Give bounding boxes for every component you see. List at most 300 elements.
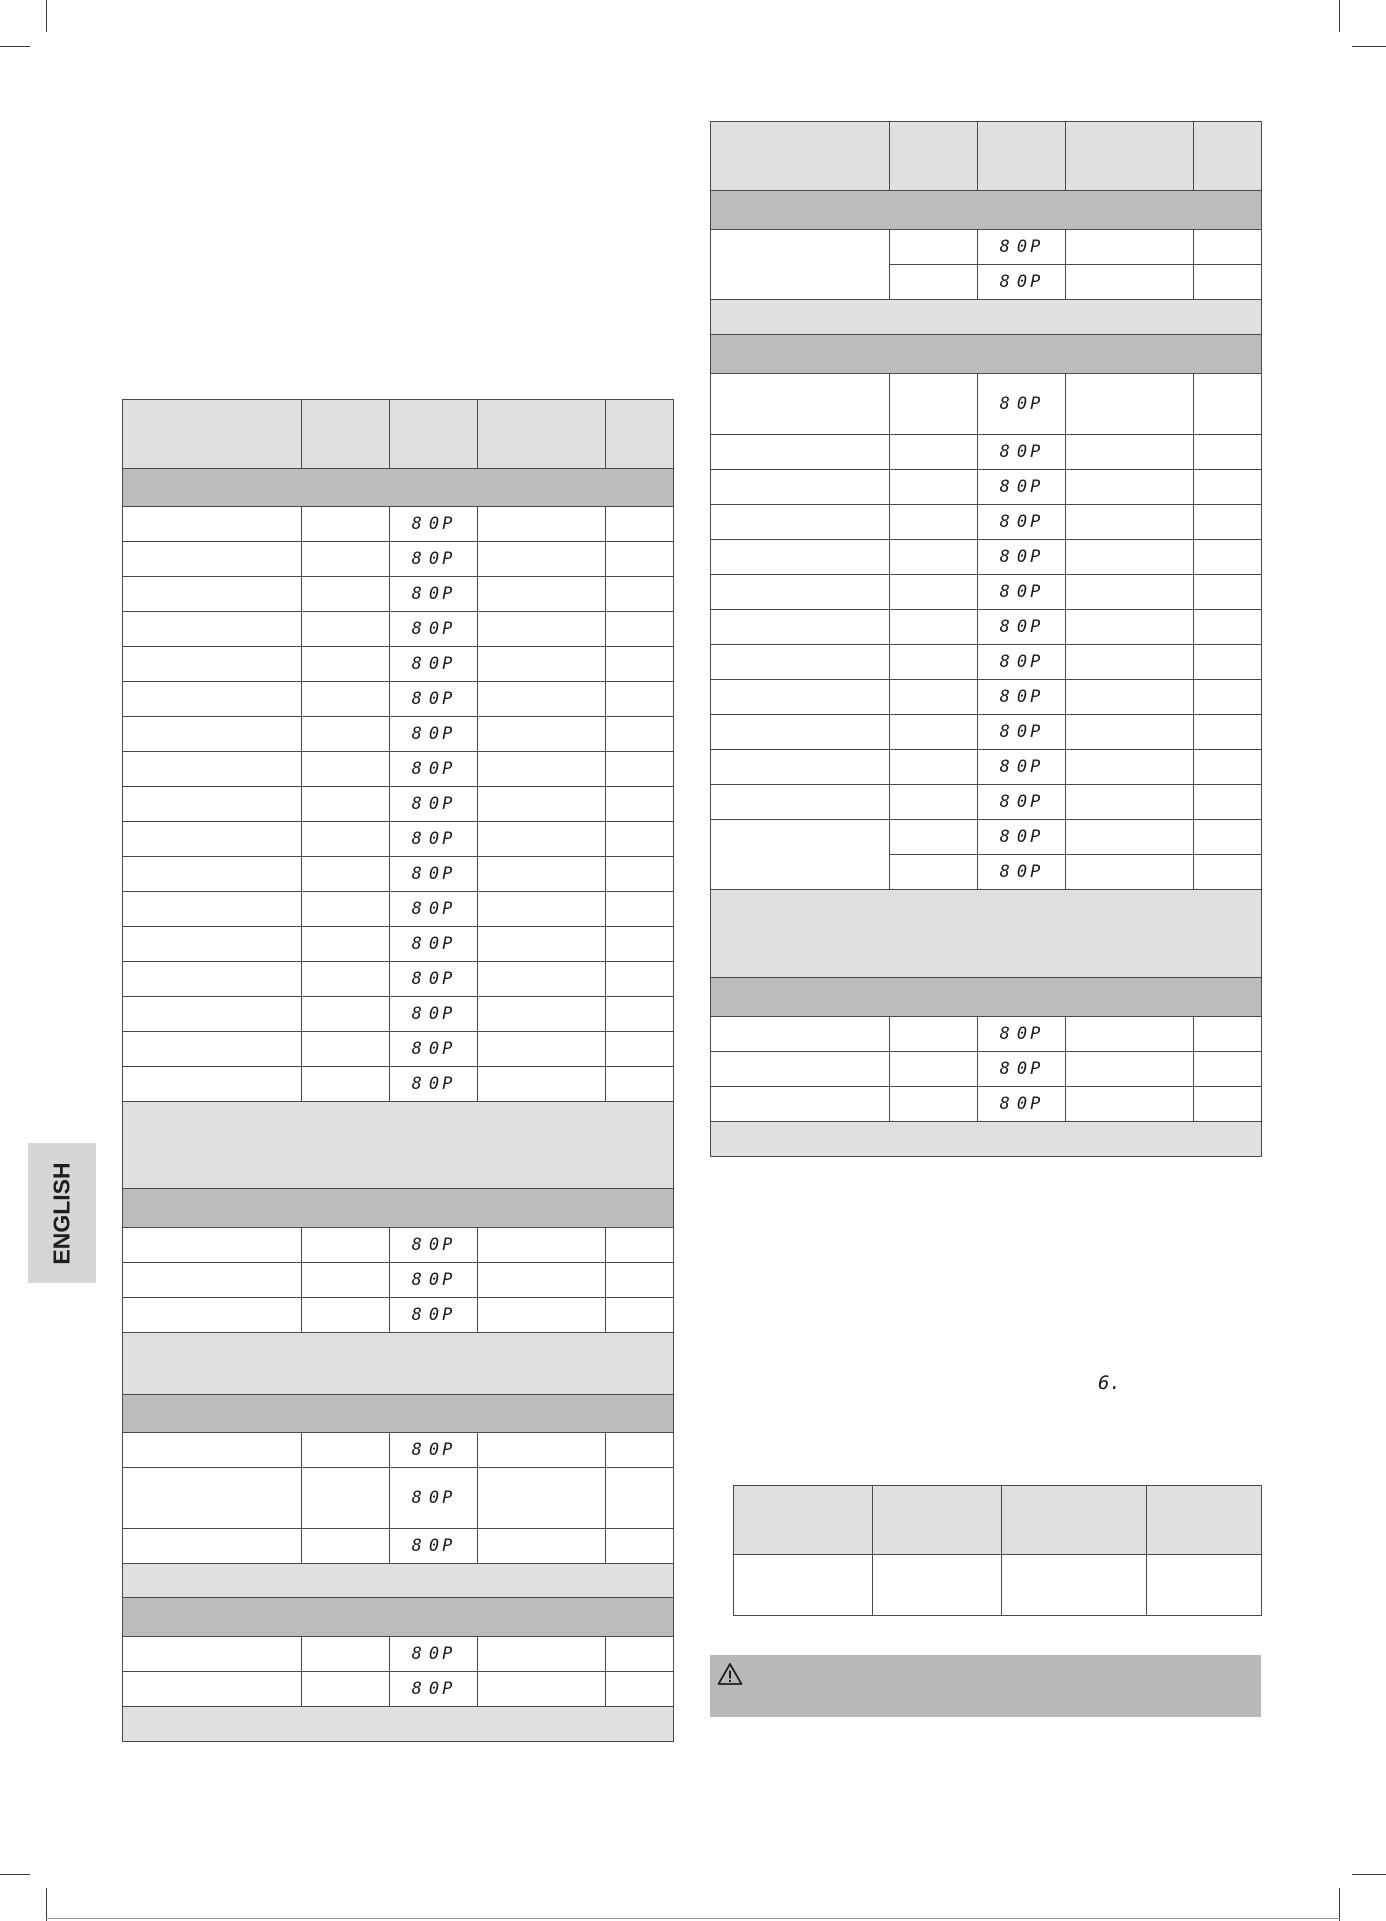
note-row: [711, 300, 1262, 335]
display-cell: [978, 540, 1066, 575]
display-readout: 8 0P: [411, 654, 456, 674]
display-readout: 8 0P: [999, 394, 1044, 414]
display-readout: 8 0P: [999, 442, 1044, 462]
display-cell: [978, 750, 1066, 785]
table-cell: [1066, 1017, 1194, 1052]
table-cell: [890, 820, 978, 855]
display-cell: [978, 230, 1066, 265]
display-cell: [390, 647, 478, 682]
display-readout: 8 0P: [411, 584, 456, 604]
header-cell: [711, 122, 890, 191]
display-cell: [978, 715, 1066, 750]
display-cell: [390, 1067, 478, 1102]
crop-mark: [46, 0, 47, 32]
table-cell: [606, 752, 674, 787]
table-cell: [606, 1067, 674, 1102]
table-cell: [478, 1468, 606, 1529]
table-cell: [1066, 715, 1194, 750]
table-cell: [1194, 505, 1262, 540]
table-cell: [1066, 820, 1194, 855]
table-cell: [1066, 680, 1194, 715]
display-cell: [390, 612, 478, 647]
table-cell: [1066, 575, 1194, 610]
program-table-left: [122, 399, 674, 1742]
table-cell: [123, 507, 302, 542]
table-cell: [302, 507, 390, 542]
display-cell: [978, 645, 1066, 680]
table-cell: [478, 1067, 606, 1102]
table-cell: [606, 542, 674, 577]
crop-mark: [0, 46, 30, 47]
display-readout: 8 0P: [999, 652, 1044, 672]
table-cell: [711, 1017, 890, 1052]
section-row: [123, 469, 674, 507]
table-cell: [606, 787, 674, 822]
table-cell: [606, 927, 674, 962]
crop-mark: [1339, 0, 1340, 32]
display-cell: [390, 1263, 478, 1298]
display-cell: [390, 1298, 478, 1333]
table-cell: [1194, 750, 1262, 785]
warning-triangle-icon: [717, 1662, 743, 1686]
table-cell: [123, 892, 302, 927]
table-cell: [478, 962, 606, 997]
display-cell: [390, 1468, 478, 1529]
table-cell: [1066, 435, 1194, 470]
table-cell: [1002, 1555, 1147, 1616]
display-readout: 8 0P: [411, 794, 456, 814]
note-row: [711, 1122, 1262, 1157]
table-cell: [890, 1052, 978, 1087]
display-cell: [390, 857, 478, 892]
display-readout: 8 0P: [999, 272, 1044, 292]
table-cell: [606, 647, 674, 682]
table-cell: [1066, 645, 1194, 680]
table-cell: [711, 230, 890, 300]
display-readout: 8 0P: [999, 512, 1044, 532]
display-readout: 8 0P: [999, 1024, 1044, 1044]
table-cell: [711, 540, 890, 575]
table-cell: [302, 1228, 390, 1263]
table-cell: [606, 1672, 674, 1707]
table-cell: [890, 540, 978, 575]
table-cell: [478, 1529, 606, 1564]
table-cell: [123, 1032, 302, 1067]
warning-box: [710, 1655, 1261, 1717]
table-cell: [1194, 855, 1262, 890]
table-cell: [302, 892, 390, 927]
table-cell: [734, 1555, 873, 1616]
table-cell: [123, 927, 302, 962]
table-cell: [711, 645, 890, 680]
display-cell: [390, 752, 478, 787]
table-cell: [123, 997, 302, 1032]
header-cell: [890, 122, 978, 191]
table-cell: [711, 1052, 890, 1087]
display-cell: [390, 682, 478, 717]
table-cell: [606, 1032, 674, 1067]
display-cell: [978, 575, 1066, 610]
display-readout: 8 0P: [411, 514, 456, 534]
table-cell: [302, 1067, 390, 1102]
table-cell: [606, 1637, 674, 1672]
table-cell: [478, 542, 606, 577]
display-readout: 8 0P: [999, 617, 1044, 637]
table-cell: [890, 470, 978, 505]
table-cell: [711, 820, 890, 890]
header-cell: [1002, 1486, 1147, 1555]
table-cell: [478, 1032, 606, 1067]
section-row: [123, 1189, 674, 1228]
display-cell: [390, 1032, 478, 1067]
display-cell: [978, 785, 1066, 820]
table-cell: [123, 962, 302, 997]
table-cell: [711, 610, 890, 645]
table-cell: [1066, 230, 1194, 265]
table-cell: [478, 1228, 606, 1263]
table-cell: [302, 577, 390, 612]
display-cell: [390, 1672, 478, 1707]
table-cell: [606, 1263, 674, 1298]
table-cell: [123, 1529, 302, 1564]
header-cell: [478, 400, 606, 469]
display-cell: [390, 787, 478, 822]
display-readout: 8 0P: [999, 792, 1044, 812]
table-cell: [478, 1672, 606, 1707]
table-cell: [478, 612, 606, 647]
table-cell: [302, 1637, 390, 1672]
table-cell: [123, 1263, 302, 1298]
table-cell: [478, 1298, 606, 1333]
display-readout: 8 0P: [999, 827, 1044, 847]
display-cell: [978, 505, 1066, 540]
table-cell: [711, 374, 890, 435]
table-cell: [606, 682, 674, 717]
table-cell: [478, 647, 606, 682]
table-cell: [123, 752, 302, 787]
page-bottom-rule: [46, 1918, 1340, 1919]
table-cell: [606, 1433, 674, 1468]
table-cell: [1194, 820, 1262, 855]
table-cell: [711, 505, 890, 540]
table-cell: [890, 374, 978, 435]
table-cell: [123, 647, 302, 682]
table-cell: [890, 855, 978, 890]
display-readout: 8 0P: [411, 829, 456, 849]
table-cell: [302, 787, 390, 822]
section-row: [123, 1598, 674, 1637]
table-cell: [1066, 374, 1194, 435]
table-cell: [302, 682, 390, 717]
display-cell: [390, 822, 478, 857]
header-cell: [1147, 1486, 1262, 1555]
note-row: [123, 1102, 674, 1189]
table-cell: [606, 1228, 674, 1263]
table-cell: [123, 1298, 302, 1333]
table-cell: [1194, 540, 1262, 575]
crop-mark: [46, 1888, 47, 1921]
table-cell: [302, 1433, 390, 1468]
table-cell: [302, 1468, 390, 1529]
table-cell: [1066, 610, 1194, 645]
table-cell: [606, 822, 674, 857]
table-cell: [1066, 540, 1194, 575]
table-cell: [890, 785, 978, 820]
display-readout: 8 0P: [411, 689, 456, 709]
display-readout: 8 0P: [999, 1059, 1044, 1079]
table-cell: [1066, 785, 1194, 820]
display-readout: 8 0P: [999, 547, 1044, 567]
display-readout: 8 0P: [411, 759, 456, 779]
table-cell: [606, 1529, 674, 1564]
table-cell: [302, 1032, 390, 1067]
table-cell: [711, 750, 890, 785]
table-cell: [123, 1228, 302, 1263]
header-cell: [302, 400, 390, 469]
display-readout: 8 0P: [999, 722, 1044, 742]
table-cell: [123, 787, 302, 822]
table-cell: [873, 1555, 1002, 1616]
table-cell: [711, 1087, 890, 1122]
header-cell: [1066, 122, 1194, 191]
display-cell: [390, 717, 478, 752]
table-cell: [711, 435, 890, 470]
display-cell: [978, 855, 1066, 890]
table-cell: [1194, 645, 1262, 680]
table-cell: [890, 1087, 978, 1122]
crop-mark: [1352, 46, 1386, 47]
display-readout: 8 0P: [999, 582, 1044, 602]
table-cell: [890, 265, 978, 300]
table-cell: [1066, 750, 1194, 785]
header-cell: [390, 400, 478, 469]
table-cell: [302, 647, 390, 682]
crop-mark: [1339, 1888, 1340, 1921]
display-readout: 8 0P: [411, 724, 456, 744]
table-cell: [123, 1433, 302, 1468]
table-cell: [478, 577, 606, 612]
table-cell: [890, 680, 978, 715]
section-row: [711, 335, 1262, 374]
section-row: [711, 191, 1262, 230]
table-cell: [1066, 470, 1194, 505]
display-readout: 8 0P: [411, 1270, 456, 1290]
display-readout: 8 0P: [411, 934, 456, 954]
table-cell: [478, 892, 606, 927]
table-cell: [302, 857, 390, 892]
table-cell: [711, 680, 890, 715]
note-row: [123, 1333, 674, 1395]
table-cell: [1066, 1087, 1194, 1122]
table-cell: [890, 610, 978, 645]
table-cell: [1194, 785, 1262, 820]
header-cell: [1194, 122, 1262, 191]
table-cell: [1194, 610, 1262, 645]
table-cell: [1066, 505, 1194, 540]
table-cell: [302, 1298, 390, 1333]
display-cell: [390, 1529, 478, 1564]
table-cell: [123, 1672, 302, 1707]
table-cell: [711, 470, 890, 505]
table-cell: [302, 717, 390, 752]
display-cell: [390, 927, 478, 962]
table-cell: [606, 577, 674, 612]
table-cell: [302, 612, 390, 647]
table-cell: [478, 1637, 606, 1672]
note-row: [123, 1564, 674, 1598]
display-readout: 8 0P: [411, 1679, 456, 1699]
table-cell: [478, 857, 606, 892]
table-cell: [1194, 435, 1262, 470]
display-readout: 8 0P: [411, 1536, 456, 1556]
table-cell: [606, 1468, 674, 1529]
table-cell: [123, 1067, 302, 1102]
table-cell: [478, 752, 606, 787]
table-cell: [890, 645, 978, 680]
table-cell: [1194, 1017, 1262, 1052]
display-readout: 8 0P: [999, 757, 1044, 777]
display-cell: [390, 1228, 478, 1263]
table-cell: [606, 962, 674, 997]
display-cell: [978, 820, 1066, 855]
section-row: [711, 978, 1262, 1017]
table-cell: [302, 822, 390, 857]
table-cell: [606, 857, 674, 892]
table-cell: [302, 927, 390, 962]
table-cell: [890, 715, 978, 750]
table-cell: [1147, 1555, 1262, 1616]
table-cell: [302, 1263, 390, 1298]
table-cell: [890, 435, 978, 470]
display-readout: 8 0P: [411, 1488, 456, 1508]
display-readout: 8 0P: [999, 477, 1044, 497]
table-cell: [123, 857, 302, 892]
display-readout: 8 0P: [411, 1305, 456, 1325]
table-cell: [302, 962, 390, 997]
table-cell: [302, 752, 390, 787]
table-cell: [1194, 1087, 1262, 1122]
table-cell: [478, 927, 606, 962]
table-cell: [606, 1298, 674, 1333]
table-cell: [1194, 230, 1262, 265]
table-cell: [478, 1263, 606, 1298]
table-cell: [478, 682, 606, 717]
crop-mark: [1352, 1874, 1386, 1875]
table-cell: [123, 682, 302, 717]
summary-table: [733, 1485, 1262, 1616]
table-cell: [478, 822, 606, 857]
table-cell: [302, 1529, 390, 1564]
display-cell: [390, 577, 478, 612]
display-readout: 8 0P: [411, 1074, 456, 1094]
section-row: [123, 1395, 674, 1433]
table-cell: [711, 785, 890, 820]
table-cell: [478, 787, 606, 822]
table-cell: [606, 612, 674, 647]
table-cell: [606, 717, 674, 752]
display-readout: 8 0P: [411, 1644, 456, 1664]
table-cell: [1066, 855, 1194, 890]
table-cell: [1194, 575, 1262, 610]
display-readout: 8 0P: [411, 1440, 456, 1460]
table-cell: [123, 612, 302, 647]
display-cell: [978, 1017, 1066, 1052]
table-cell: [1194, 680, 1262, 715]
display-cell: [978, 435, 1066, 470]
note-row: [711, 890, 1262, 978]
table-cell: [123, 717, 302, 752]
table-cell: [478, 717, 606, 752]
header-cell: [123, 400, 302, 469]
table-cell: [890, 575, 978, 610]
display-cell: [390, 542, 478, 577]
table-cell: [1194, 374, 1262, 435]
display-cell: [978, 374, 1066, 435]
display-readout: 8 0P: [411, 619, 456, 639]
table-cell: [711, 715, 890, 750]
crop-mark: [0, 1874, 30, 1875]
display-readout: 8 0P: [411, 899, 456, 919]
table-cell: [1194, 1052, 1262, 1087]
display-cell: [978, 680, 1066, 715]
table-cell: [478, 1433, 606, 1468]
table-cell: [478, 997, 606, 1032]
display-cell: [390, 962, 478, 997]
display-cell: [390, 997, 478, 1032]
display-cell: [978, 1087, 1066, 1122]
language-tab: [28, 1143, 96, 1283]
table-cell: [606, 892, 674, 927]
header-cell: [978, 122, 1066, 191]
table-cell: [890, 750, 978, 785]
table-cell: [890, 230, 978, 265]
display-readout: 8 0P: [999, 237, 1044, 257]
display-readout: 8 0P: [999, 1094, 1044, 1114]
program-table-right: [710, 121, 1262, 1157]
display-readout: 8 0P: [999, 687, 1044, 707]
display-cell: [390, 1433, 478, 1468]
display-readout: 8 0P: [411, 549, 456, 569]
table-cell: [1194, 470, 1262, 505]
display-readout: 8 0P: [999, 862, 1044, 882]
display-readout: 8 0P: [411, 864, 456, 884]
table-cell: [123, 542, 302, 577]
display-digit-inline: 6.: [1098, 1372, 1121, 1394]
table-cell: [123, 822, 302, 857]
table-cell: [302, 997, 390, 1032]
table-cell: [1066, 1052, 1194, 1087]
table-cell: [123, 1468, 302, 1529]
table-cell: [1066, 265, 1194, 300]
display-readout: 8 0P: [411, 1004, 456, 1024]
table-cell: [302, 1672, 390, 1707]
table-cell: [890, 1017, 978, 1052]
table-cell: [123, 577, 302, 612]
display-cell: [390, 1637, 478, 1672]
display-cell: [978, 265, 1066, 300]
language-tab-label: ENGLISH: [48, 1161, 75, 1265]
display-cell: [978, 1052, 1066, 1087]
table-cell: [302, 542, 390, 577]
display-readout: 8 0P: [411, 1235, 456, 1255]
table-cell: [606, 507, 674, 542]
note-row: [123, 1707, 674, 1742]
table-cell: [1194, 715, 1262, 750]
table-cell: [890, 505, 978, 540]
display-readout: 8 0P: [411, 1039, 456, 1059]
table-cell: [606, 997, 674, 1032]
display-cell: [390, 507, 478, 542]
